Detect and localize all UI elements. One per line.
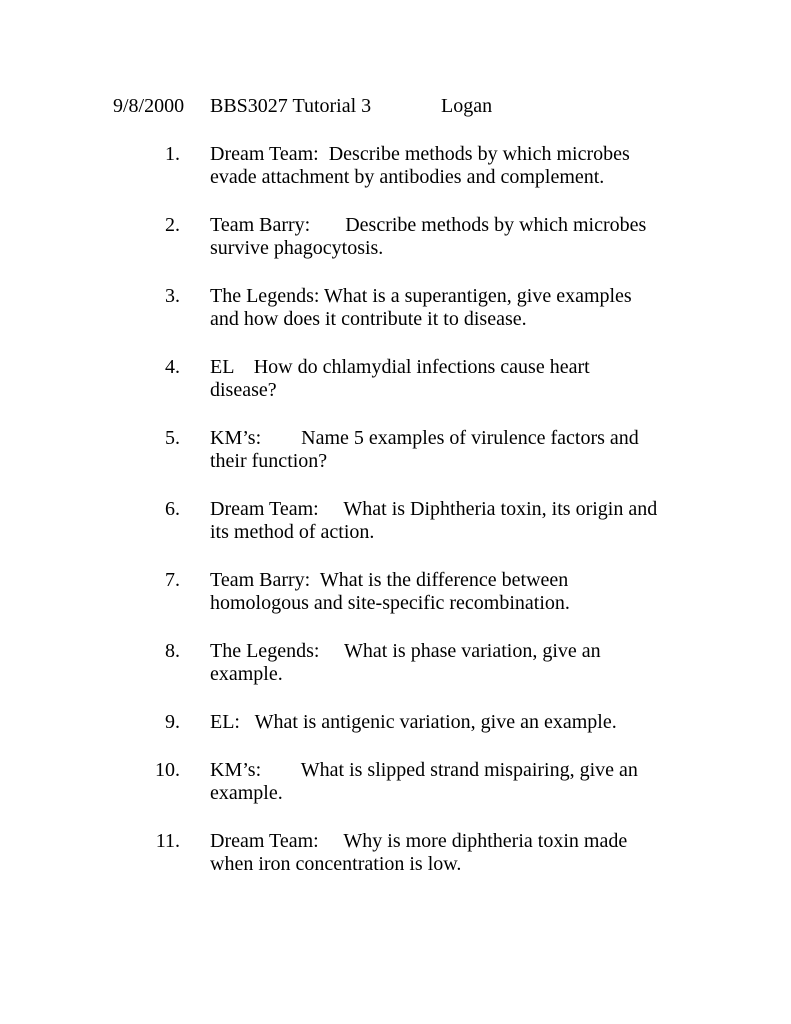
- question-list: [0, 143, 791, 901]
- question-text: [210, 640, 690, 686]
- question-text-line: example.: [210, 782, 283, 804]
- question-number: 2.: [165, 214, 180, 236]
- question-text: [210, 759, 690, 805]
- question-text-line: Dream Team: Describe methods by which microbes: [210, 143, 630, 165]
- question-number: 9.: [165, 711, 180, 733]
- question-text: [210, 427, 690, 473]
- question-item: [0, 214, 791, 260]
- question-item: [0, 143, 791, 189]
- question-text: [210, 830, 690, 876]
- question-text: [210, 498, 690, 544]
- question-text-line: disease?: [210, 379, 277, 401]
- question-text-line: homologous and site-specific recombination.: [210, 592, 570, 614]
- question-item: [0, 830, 791, 876]
- question-number: 4.: [165, 356, 180, 378]
- header-course: BBS3027 Tutorial 3: [210, 95, 372, 117]
- question-number: 11.: [155, 830, 180, 852]
- question-number: 3.: [165, 285, 180, 307]
- question-item: [0, 498, 791, 544]
- question-item: [0, 285, 791, 331]
- question-text: [210, 143, 690, 189]
- question-text-line: survive phagocytosis.: [210, 237, 384, 259]
- question-text-line: KM’s: Name 5 examples of virulence factors and: [210, 427, 639, 449]
- header-date: 9/8/2000: [113, 95, 185, 117]
- question-text-line: evade attachment by antibodies and complement.: [210, 166, 605, 188]
- question-text-line: their function?: [210, 450, 328, 472]
- question-text-line: Dream Team: Why is more diphtheria toxin made: [210, 830, 628, 852]
- question-item: [0, 427, 791, 473]
- header-author: Logan: [441, 95, 493, 117]
- question-text-line: EL How do chlamydial infections cause heart: [210, 356, 590, 378]
- question-text: [210, 285, 690, 331]
- question-text-line: The Legends: What is phase variation, give an: [210, 640, 601, 662]
- question-number: 6.: [165, 498, 180, 520]
- question-number: 8.: [165, 640, 180, 662]
- question-text-line: KM’s: What is slipped strand mispairing, give an: [210, 759, 638, 781]
- question-text: [210, 356, 690, 402]
- question-text-line: EL: What is antigenic variation, give an example.: [210, 711, 617, 733]
- question-text-line: its method of action.: [210, 521, 375, 543]
- question-item: [0, 356, 791, 402]
- question-number: 7.: [165, 569, 180, 591]
- question-text: [210, 569, 690, 615]
- question-number: 5.: [165, 427, 180, 449]
- question-text: [210, 711, 690, 734]
- question-text-line: example.: [210, 663, 283, 685]
- question-item: [0, 569, 791, 615]
- question-number: 10.: [155, 759, 180, 781]
- question-text-line: Dream Team: What is Diphtheria toxin, its origin and: [210, 498, 658, 520]
- question-item: [0, 640, 791, 686]
- question-number: 1.: [165, 143, 180, 165]
- question-text-line: and how does it contribute it to disease.: [210, 308, 527, 330]
- question-text-line: Team Barry: Describe methods by which microbes: [210, 214, 647, 236]
- question-text-line: when iron concentration is low.: [210, 853, 462, 875]
- question-item: [0, 711, 791, 734]
- question-item: [0, 759, 791, 805]
- question-text-line: Team Barry: What is the difference between: [210, 569, 569, 591]
- question-text-line: The Legends: What is a superantigen, give examples: [210, 285, 632, 307]
- question-text: [210, 214, 690, 260]
